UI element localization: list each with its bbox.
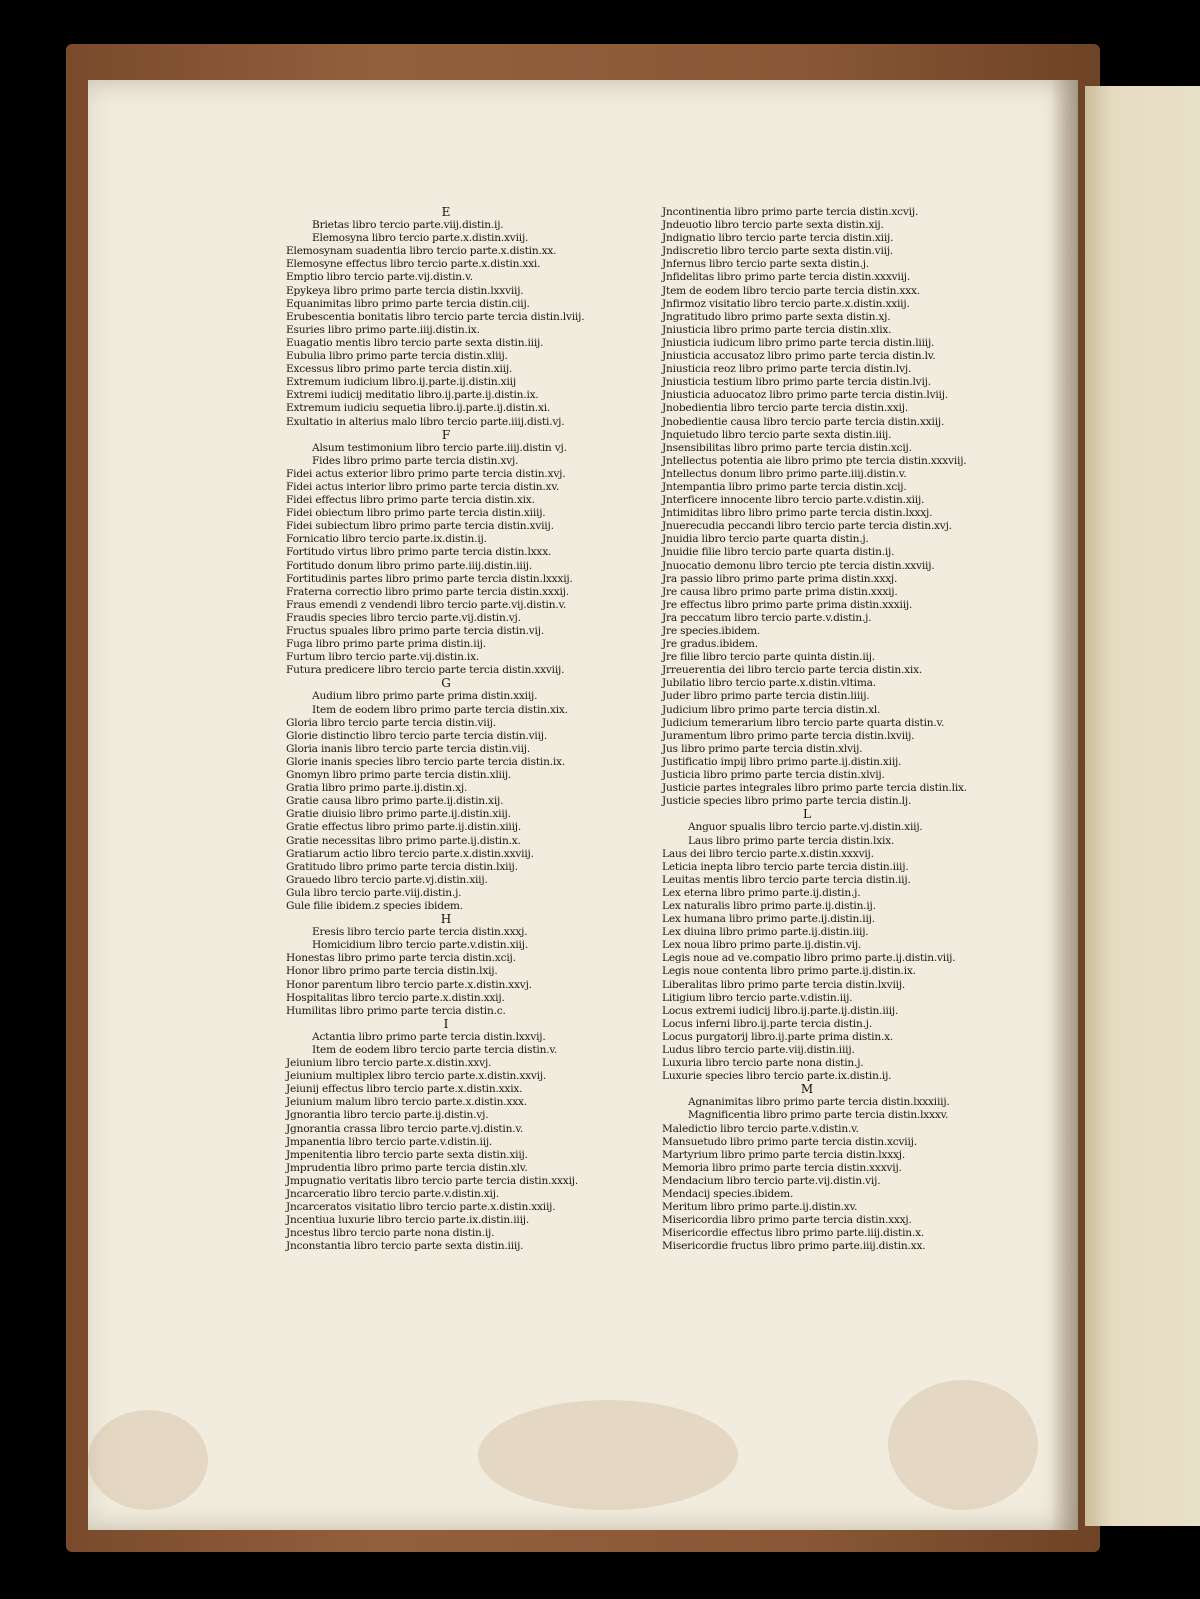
index-entry: Juder libro primo parte tercia distin.liiij. [662,690,870,703]
section-letter: I [443,1016,449,1031]
index-entry: Misericordia libro primo parte tercia distin.xxxj. [662,1214,912,1227]
index-entry: Misericordie effectus libro primo parte.iiij.distin.x. [662,1227,925,1240]
index-entry: Jmpenitentia libro tercio parte sexta distin.xiij. [286,1148,528,1161]
index-entry: Jndeuotio libro tercio parte sexta distin.xij. [662,219,884,232]
index-entry: Mendacij species.ibidem. [662,1188,794,1201]
index-entry: Gratie diuisio libro primo parte.ij.distin.xiij. [286,808,511,821]
index-entry: Juramentum libro primo parte tercia distin.lxviij. [662,729,915,742]
index-entry: Equanimitas libro primo parte tercia distin.ciij. [286,297,530,310]
index-entry: Memoria libro primo parte tercia distin.xxxvij. [662,1161,902,1174]
index-entry: Gratitudo libro primo parte tercia distin.lxiij. [286,860,518,873]
index-entry: Jnuerecudia peccandi libro tercio parte tercia distin.xvj. [662,520,952,533]
index-entry: Jtem de eodem libro tercio parte tercia distin.xxx. [662,284,920,297]
index-entry: Glorie inanis species libro tercio parte tercia distin.ix. [286,755,565,768]
index-entry: Jntellectus potentia aie libro primo pte tercia distin.xxxviij. [662,454,967,467]
index-entry: Jnterficere innocente libro tercio parte.v.distin.xiij. [662,494,925,507]
index-entry: Luxurie species libro tercio parte.ix.distin.ij. [662,1070,892,1083]
index-entry: Eubulia libro primo parte tercia distin.xliij. [286,350,508,363]
index-entry: Jniusticia aduocatoz libro primo parte tercia distin.lviij. [662,389,948,402]
index-entry: Gratia libro primo parte.ij.distin.xj. [286,782,468,795]
index-entry: Jrreuerentia dei libro tercio parte tercia distin.xix. [662,664,923,677]
index-entry: Fides libro primo parte tercia distin.xvj. [312,454,519,467]
index-entry: Laus dei libro tercio parte.x.distin.xxxvij. [662,847,874,860]
index-entry: Fortitudo donum libro primo parte.iiij.distin.iiij. [286,559,533,572]
index-entry: Epykeya libro primo parte tercia distin.lxxviij. [286,284,524,297]
index-entry: Jnfidelitas libro primo parte tercia distin.xxxviij. [662,271,911,284]
facing-page-edge [1085,86,1200,1526]
index-entry: Eresis libro tercio parte tercia distin.xxxj. [312,926,528,939]
index-entry: Lex noua libro primo parte.ij.distin.vij. [662,939,862,952]
index-entry: Jndignatio libro tercio parte tercia distin.xiij. [662,232,894,245]
index-entry: Jniusticia libro primo parte tercia distin.xlix. [662,323,892,336]
index-entry: Honestas libro primo parte tercia distin.xcij. [286,952,516,965]
index-entry: Justicie partes integrales libro primo parte tercia distin.lix. [662,782,967,795]
index-entry: Jncentiua luxurie libro tercio parte.ix.distin.iiij. [286,1214,530,1227]
index-entry: Jeiunium multiplex libro tercio parte.x.distin.xxvij. [286,1070,547,1083]
index-entry: Jeiunium malum libro tercio parte.x.distin.xxx. [286,1096,527,1109]
index-entry: Elemosyna libro tercio parte.x.distin.xviij. [312,232,529,245]
index-entry: Justicia libro primo parte tercia distin.xlvij. [662,769,885,782]
index-column-right [662,206,992,1254]
index-entry: Jmprudentia libro primo parte tercia distin.xlv. [286,1161,528,1174]
index-entry: Jncarceratos visitatio libro tercio parte.x.distin.xxiij. [286,1201,556,1214]
index-entry: Jeiunium libro tercio parte.x.distin.xxvj. [286,1057,492,1070]
index-entry: Grauedo libro tercio parte.vj.distin.xiij. [286,873,488,886]
section-letter: H [440,912,452,927]
index-entry: Fraudis species libro tercio parte.vij.distin.vj. [286,611,521,624]
index-entry: Magnificentia libro primo parte tercia distin.lxxxv. [688,1109,949,1122]
index-entry: Leticia inepta libro tercio parte tercia distin.iiij. [662,860,909,873]
index-entry: Jnobedientie causa libro tercio parte tercia distin.xxiij. [662,415,945,428]
index-entry: Audium libro primo parte prima distin.xxiij. [312,690,538,703]
index-entry: Gloria inanis libro tercio parte tercia distin.viij. [286,742,531,755]
index-entry: Judicium temerarium libro tercio parte quarta distin.v. [662,716,945,729]
index-entry: Jnobedientia libro tercio parte tercia distin.xxij. [662,402,908,415]
index-entry: Justificatio impij libro primo parte.ij.distin.xiij. [662,755,902,768]
index-entry: Item de eodem libro tercio parte tercia distin.v. [312,1044,558,1056]
index-entry: Lex humana libro primo parte.ij.distin.iij. [662,913,875,926]
index-entry: Luxuria libro tercio parte nona distin.j. [662,1057,864,1070]
index-entry: Jniusticia accusatoz libro primo parte tercia distin.lv. [662,350,936,363]
index-entry: Extremum iudicium libro.ij.parte.ij.distin.xiij [286,376,516,389]
index-entry: Jgnorantia crassa libro tercio parte.vj.distin.v. [286,1122,524,1135]
index-entry: Justicie species libro primo parte tercia distin.lj. [662,795,912,808]
index-entry: Lex naturalis libro primo parte.ij.distin.ij. [662,899,876,912]
index-entry: Locus extremi iudicij libro.ij.parte.ij.distin.iiij. [662,1004,899,1017]
index-entry: Jeiunij effectus libro tercio parte.x.distin.xxix. [286,1083,523,1096]
index-entry: Elemosynam suadentia libro tercio parte.x.distin.xx. [286,245,557,258]
index-entry: Jncestus libro tercio parte nona distin.ij. [286,1227,495,1240]
index-entry: Homicidium libro tercio parte.v.distin.xiij. [312,939,528,952]
index-entry: Futura predicere libro tercio parte tercia distin.xxviij. [286,664,565,677]
index-entry: Euagatio mentis libro tercio parte sexta distin.iiij. [286,336,544,349]
index-entry: Esuries libro primo parte.iiij.distin.ix. [286,323,480,336]
index-entry: Lex eterna libro primo parte.ij.distin.j. [662,886,861,899]
index-entry: Jus libro primo parte tercia distin.xlvij. [662,742,863,755]
index-entry: Misericordie fructus libro primo parte.iiij.distin.xx. [662,1240,926,1253]
index-entry: Jniusticia testium libro primo parte tercia distin.lvij. [662,376,931,389]
index-entry: Fidei actus exterior libro primo parte tercia distin.xvj. [286,467,566,480]
index-entry: Agnanimitas libro primo parte tercia distin.lxxxiiij. [688,1096,950,1109]
index-entry: Gratiarum actio libro tercio parte.x.distin.xxviij. [286,847,534,860]
index-entry: Glorie distinctio libro tercio parte tercia distin.viij. [286,729,548,742]
index-entry: Laus libro primo parte tercia distin.lxix. [688,834,895,847]
index-entry: Fornicatio libro tercio parte.ix.distin.ij. [286,533,487,546]
index-entry: Jmpanentia libro tercio parte.v.distin.iij. [286,1135,493,1148]
index-entry: Honor parentum libro tercio parte.x.distin.xxvj. [286,978,532,991]
section-letter: F [441,427,451,442]
index-entry: Jngratitudo libro primo parte sexta distin.xj. [662,310,891,323]
index-entry: Jmpugnatio veritatis libro tercio parte tercia distin.xxxij. [286,1174,579,1187]
index-entry: Maledictio libro tercio parte.v.distin.v. [662,1122,859,1135]
index-entry: Mendacium libro tercio parte.vij.distin.vij. [662,1174,881,1187]
index-entry: Jnuidia libro tercio parte quarta distin.j. [662,533,869,546]
index-entry: Honor libro primo parte tercia distin.lxij. [286,965,498,978]
index-entry: Jra passio libro primo parte prima distin.xxxj. [662,572,898,585]
index-entry: Fidei actus interior libro primo parte tercia distin.xv. [286,480,560,493]
index-entry: Mansuetudo libro primo parte tercia distin.xcviij. [662,1135,917,1148]
index-entry: Emptio libro tercio parte.vij.distin.v. [286,271,473,284]
section-letter: G [441,676,451,691]
index-entry: Item de eodem libro primo parte tercia distin.xix. [312,703,568,716]
index-entry: Brietas libro tercio parte.viij.distin.ij. [312,219,504,232]
index-entry: Jre gradus.ibidem. [662,638,758,651]
index-entry: Jntempantia libro primo parte tercia distin.xcij. [662,480,907,493]
index-entry: Jnconstantia libro tercio parte sexta distin.iiij. [286,1240,524,1253]
index-entry: Gloria libro tercio parte tercia distin.viij. [286,716,496,729]
index-entry: Jre causa libro primo parte prima distin.xxxij. [662,585,898,598]
index-entry: Fidei subiectum libro primo parte tercia distin.xviij. [286,520,554,533]
index-entry: Jnquietudo libro tercio parte sexta distin.iiij. [662,428,892,441]
index-entry: Martyrium libro primo parte tercia distin.lxxxj. [662,1148,906,1161]
index-entry: Actantia libro primo parte tercia distin.lxxvij. [312,1030,546,1043]
index-entry: Fraus emendi z vendendi libro tercio parte.vij.distin.v. [286,598,567,611]
index-entry: Jntimiditas libro libro primo parte tercia distin.lxxxj. [662,507,933,520]
index-entry: Fortitudinis partes libro primo parte tercia distin.lxxxij. [286,572,573,585]
index-entry: Gratie necessitas libro primo parte.ij.distin.x. [286,834,521,847]
index-entry: Gratie causa libro primo parte.ij.distin.xij. [286,795,504,808]
index-entry: Gnomyn libro primo parte tercia distin.xliij. [286,769,512,782]
index-entry: Jnuocatio demonu libro tercio pte tercia distin.xxviij. [662,559,935,572]
index-entry: Lex diuina libro primo parte.ij.distin.iiij. [662,926,869,939]
index-entry: Locus inferni libro.ij.parte tercia distin.j. [662,1017,872,1030]
index-entry: Leuitas mentis libro tercio parte tercia distin.iij. [662,873,911,886]
index-entry: Elemosyne effectus libro tercio parte.x.distin.xxi. [286,258,541,271]
index-entry: Anguor spualis libro tercio parte.vj.distin.xiij. [688,821,923,834]
index-entry: Meritum libro primo parte.ij.distin.xv. [662,1201,858,1214]
index-entry: Jre species.ibidem. [662,625,761,637]
index-entry: Liberalitas libro primo parte tercia distin.lxviij. [662,978,906,991]
index-entry: Jntellectus donum libro primo parte.iiij.distin.v. [662,467,907,480]
index-entry: Fidei obiectum libro primo parte tercia distin.xiiij. [286,507,546,520]
index-entry: Extremum iudiciu sequetia libro.ij.parte.ij.distin.xi. [286,402,551,415]
index-entry: Jnfirmoz visitatio libro tercio parte.x.distin.xxiij. [662,297,910,310]
index-entry: Alsum testimonium libro tercio parte.iiij.distin vj. [312,441,567,454]
index-entry: Excessus libro primo parte tercia distin.xiij. [286,363,513,376]
index-entry: Gratie effectus libro primo parte.ij.distin.xiiij. [286,821,522,834]
index-entry: Humilitas libro primo parte tercia distin.c. [286,1004,506,1017]
index-entry: Jgnorantia libro tercio parte.ij.distin.vj. [286,1109,489,1122]
index-entry: Exultatio in alterius malo libro tercio parte.iiij.disti.vj. [286,415,565,428]
index-entry: Locus purgatorij libro.ij.parte prima distin.x. [662,1030,894,1043]
section-letter: L [803,807,811,822]
index-entry: Extremi iudicij meditatio libro.ij.parte.ij.distin.ix. [286,389,539,402]
section-letter: E [441,205,451,219]
index-entry: Fuga libro primo parte prima distin.iij. [286,638,486,651]
index-entry: Furtum libro tercio parte.vij.distin.ix. [286,651,480,664]
index-entry: Legis noue contenta libro primo parte.ij.distin.ix. [662,965,916,978]
index-entry: Jnuidie filie libro tercio parte quarta distin.ij. [662,546,895,559]
index-entry: Fortitudo virtus libro primo parte tercia distin.lxxx. [286,546,552,559]
index-entry: Jnsensibilitas libro primo parte tercia distin.xcij. [662,441,912,454]
index-entry: Hospitalitas libro tercio parte.x.distin.xxij. [286,991,505,1004]
index-entry: Jre effectus libro primo parte prima distin.xxxiij. [662,598,913,611]
index-entry: Jra peccatum libro tercio parte.v.distin.j. [662,611,872,624]
index-entry: Jndiscretio libro tercio parte sexta distin.viij. [662,245,894,258]
index-entry: Erubescentia bonitatis libro tercio parte tercia distin.lviij. [286,310,585,323]
index-entry: Jubilatio libro tercio parte.x.distin.vltima. [662,677,876,690]
index-entry: Gule filie ibidem.z species ibidem. [286,899,463,912]
index-entry: Legis noue ad ve.compatio libro primo parte.ij.distin.viij. [662,952,956,965]
index-entry: Jncarceratio libro tercio parte.v.distin.xij. [286,1188,499,1201]
index-entry: Jniusticia iudicum libro primo parte tercia distin.liiij. [662,336,935,349]
section-letter: M [800,1082,814,1097]
index-column-left [286,206,616,1254]
index-entry: Judicium libro primo parte tercia distin.xl. [662,703,881,716]
index-entry: Jncontinentia libro primo parte tercia distin.xcvij. [662,206,919,218]
index-entry: Litigium libro tercio parte.v.distin.iij. [662,991,853,1004]
page-gutter-shadow [1050,80,1080,1530]
index-entry: Jniusticia reoz libro primo parte tercia distin.lvj. [662,363,912,376]
index-entry: Fructus spuales libro primo parte tercia distin.vij. [286,625,544,637]
index-entry: Jnfernus libro tercio parte sexta distin.j. [662,258,869,271]
index-entry: Fraterna correctio libro primo parte tercia distin.xxxij. [286,585,569,598]
index-entry: Gula libro tercio parte.viij.distin.j. [286,886,462,899]
index-entry: Ludus libro tercio parte.viij.distin.iiij. [662,1044,855,1056]
index-entry: Jre filie libro tercio parte quinta distin.iij. [662,651,875,664]
index-entry: Fidei effectus libro primo parte tercia distin.xix. [286,494,535,507]
